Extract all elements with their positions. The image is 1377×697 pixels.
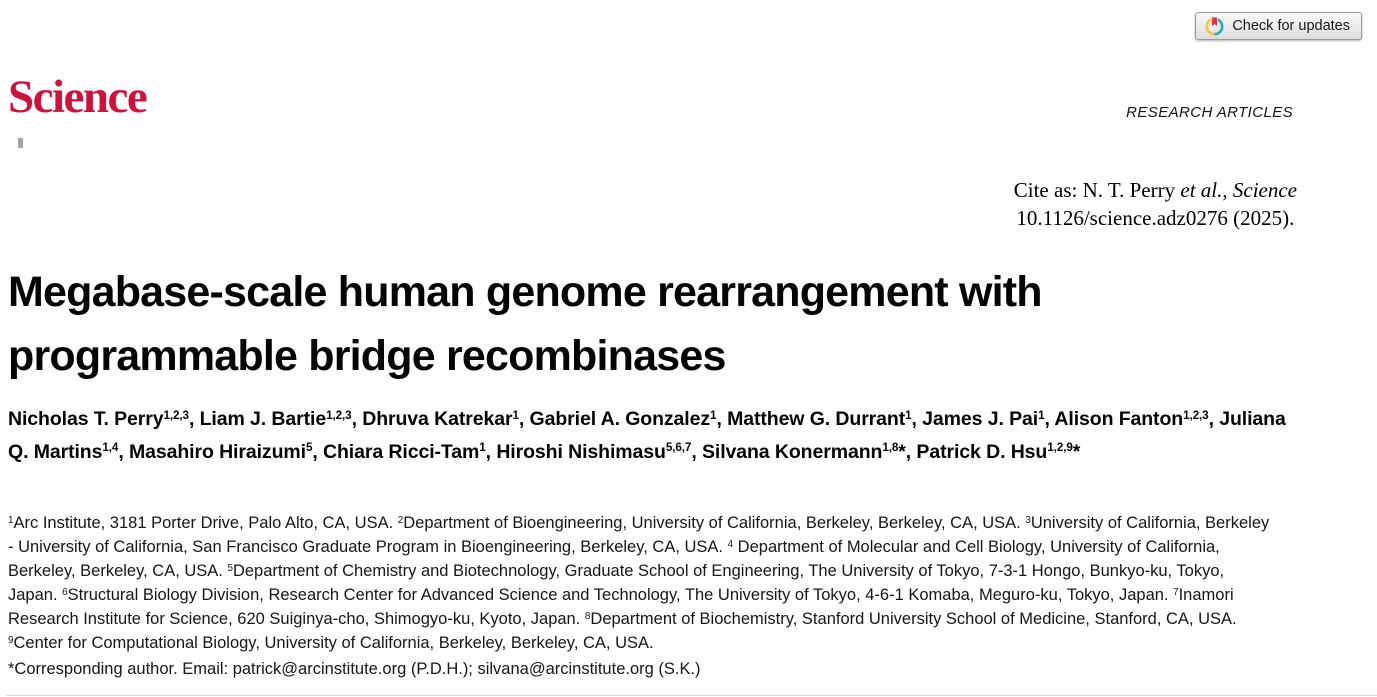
check-for-updates-button[interactable] <box>1195 12 1362 40</box>
bottom-rule <box>6 695 1377 696</box>
section-label: RESEARCH ARTICLES <box>1126 104 1293 121</box>
check-for-updates-label: Check for updates <box>1232 18 1350 34</box>
author-list: Nicholas T. Perry$^{1,2,3}$, Liam J. Bartie$^{1,2,3}$, Dhruva Katrekar$^1$, Gabriel A. Gonzalez$^1$, Matthew G. Durrant$^1$, James J. Pai$^1$, Alison Fanton$^{1,2,3}$, Juliana Q. Martins$^{1,4}$, Masahiro Hiraizumi$^5$, Chiara Ricci-Tam$^1$, Hiroshi Nishimasu$^{5,6,7}$, Silvana Konermann$^{1,8}$*, Patrick D. Hsu$^{1,2,9}$* <box>8 408 1286 463</box>
cursor-artifact <box>18 138 23 148</box>
science-logo: Science <box>8 71 147 123</box>
paper-title: Megabase-scale human genome rearrangement with programmable bridge recombinases <box>8 268 1042 380</box>
citation <box>1014 177 1297 232</box>
citation-line-2: 10.1126/science.adz0276 (2025). <box>1016 205 1295 230</box>
citation-line-1: Cite as: N. T. Perry et al., Science <box>1013 178 1297 202</box>
crossmark-icon <box>1204 16 1225 37</box>
affiliation-list: $^1$Arc Institute, 3181 Porter Drive, Palo Alto, CA, USA. $^2$Department of Bioengineering, University of California, Berkeley, Berkeley, CA, USA. $^3$University of California, Berkeley - University of California, San Francisco Graduate Program in Bioengineering, Berkeley, CA, USA. $^4$ Department of Molecular and Cell Biology, University of California, Berkeley, Berkeley, CA, USA. $^5$Department of Chemistry and Biotechnology, Graduate School of Engineering, The University of Tokyo, 7-3-1 Hongo, Bunkyo-ku, Tokyo, Japan. $^6$Structural Biology Division, Research Center for Advanced Science and Technology, The University of Tokyo, 4-6-1 Komaba, Meguro-ku, Tokyo, Japan. $^7$Inamori Research Institute for Science, 620 Suiginya-cho, Shimogyo-ku, Kyoto, Japan. $^8$Department of Biochemistry, Stanford University School of Medicine, Stanford, CA, USA. $^9$Center for Computational Biology, University of California, Berkeley, Berkeley, CA, USA. <box>8 514 1270 652</box>
corresponding-author-note: *Corresponding author. Email: patrick@arcinstitute.org (P.D.H.); silvana@arcinstitute.org (S.K.) <box>8 660 701 678</box>
